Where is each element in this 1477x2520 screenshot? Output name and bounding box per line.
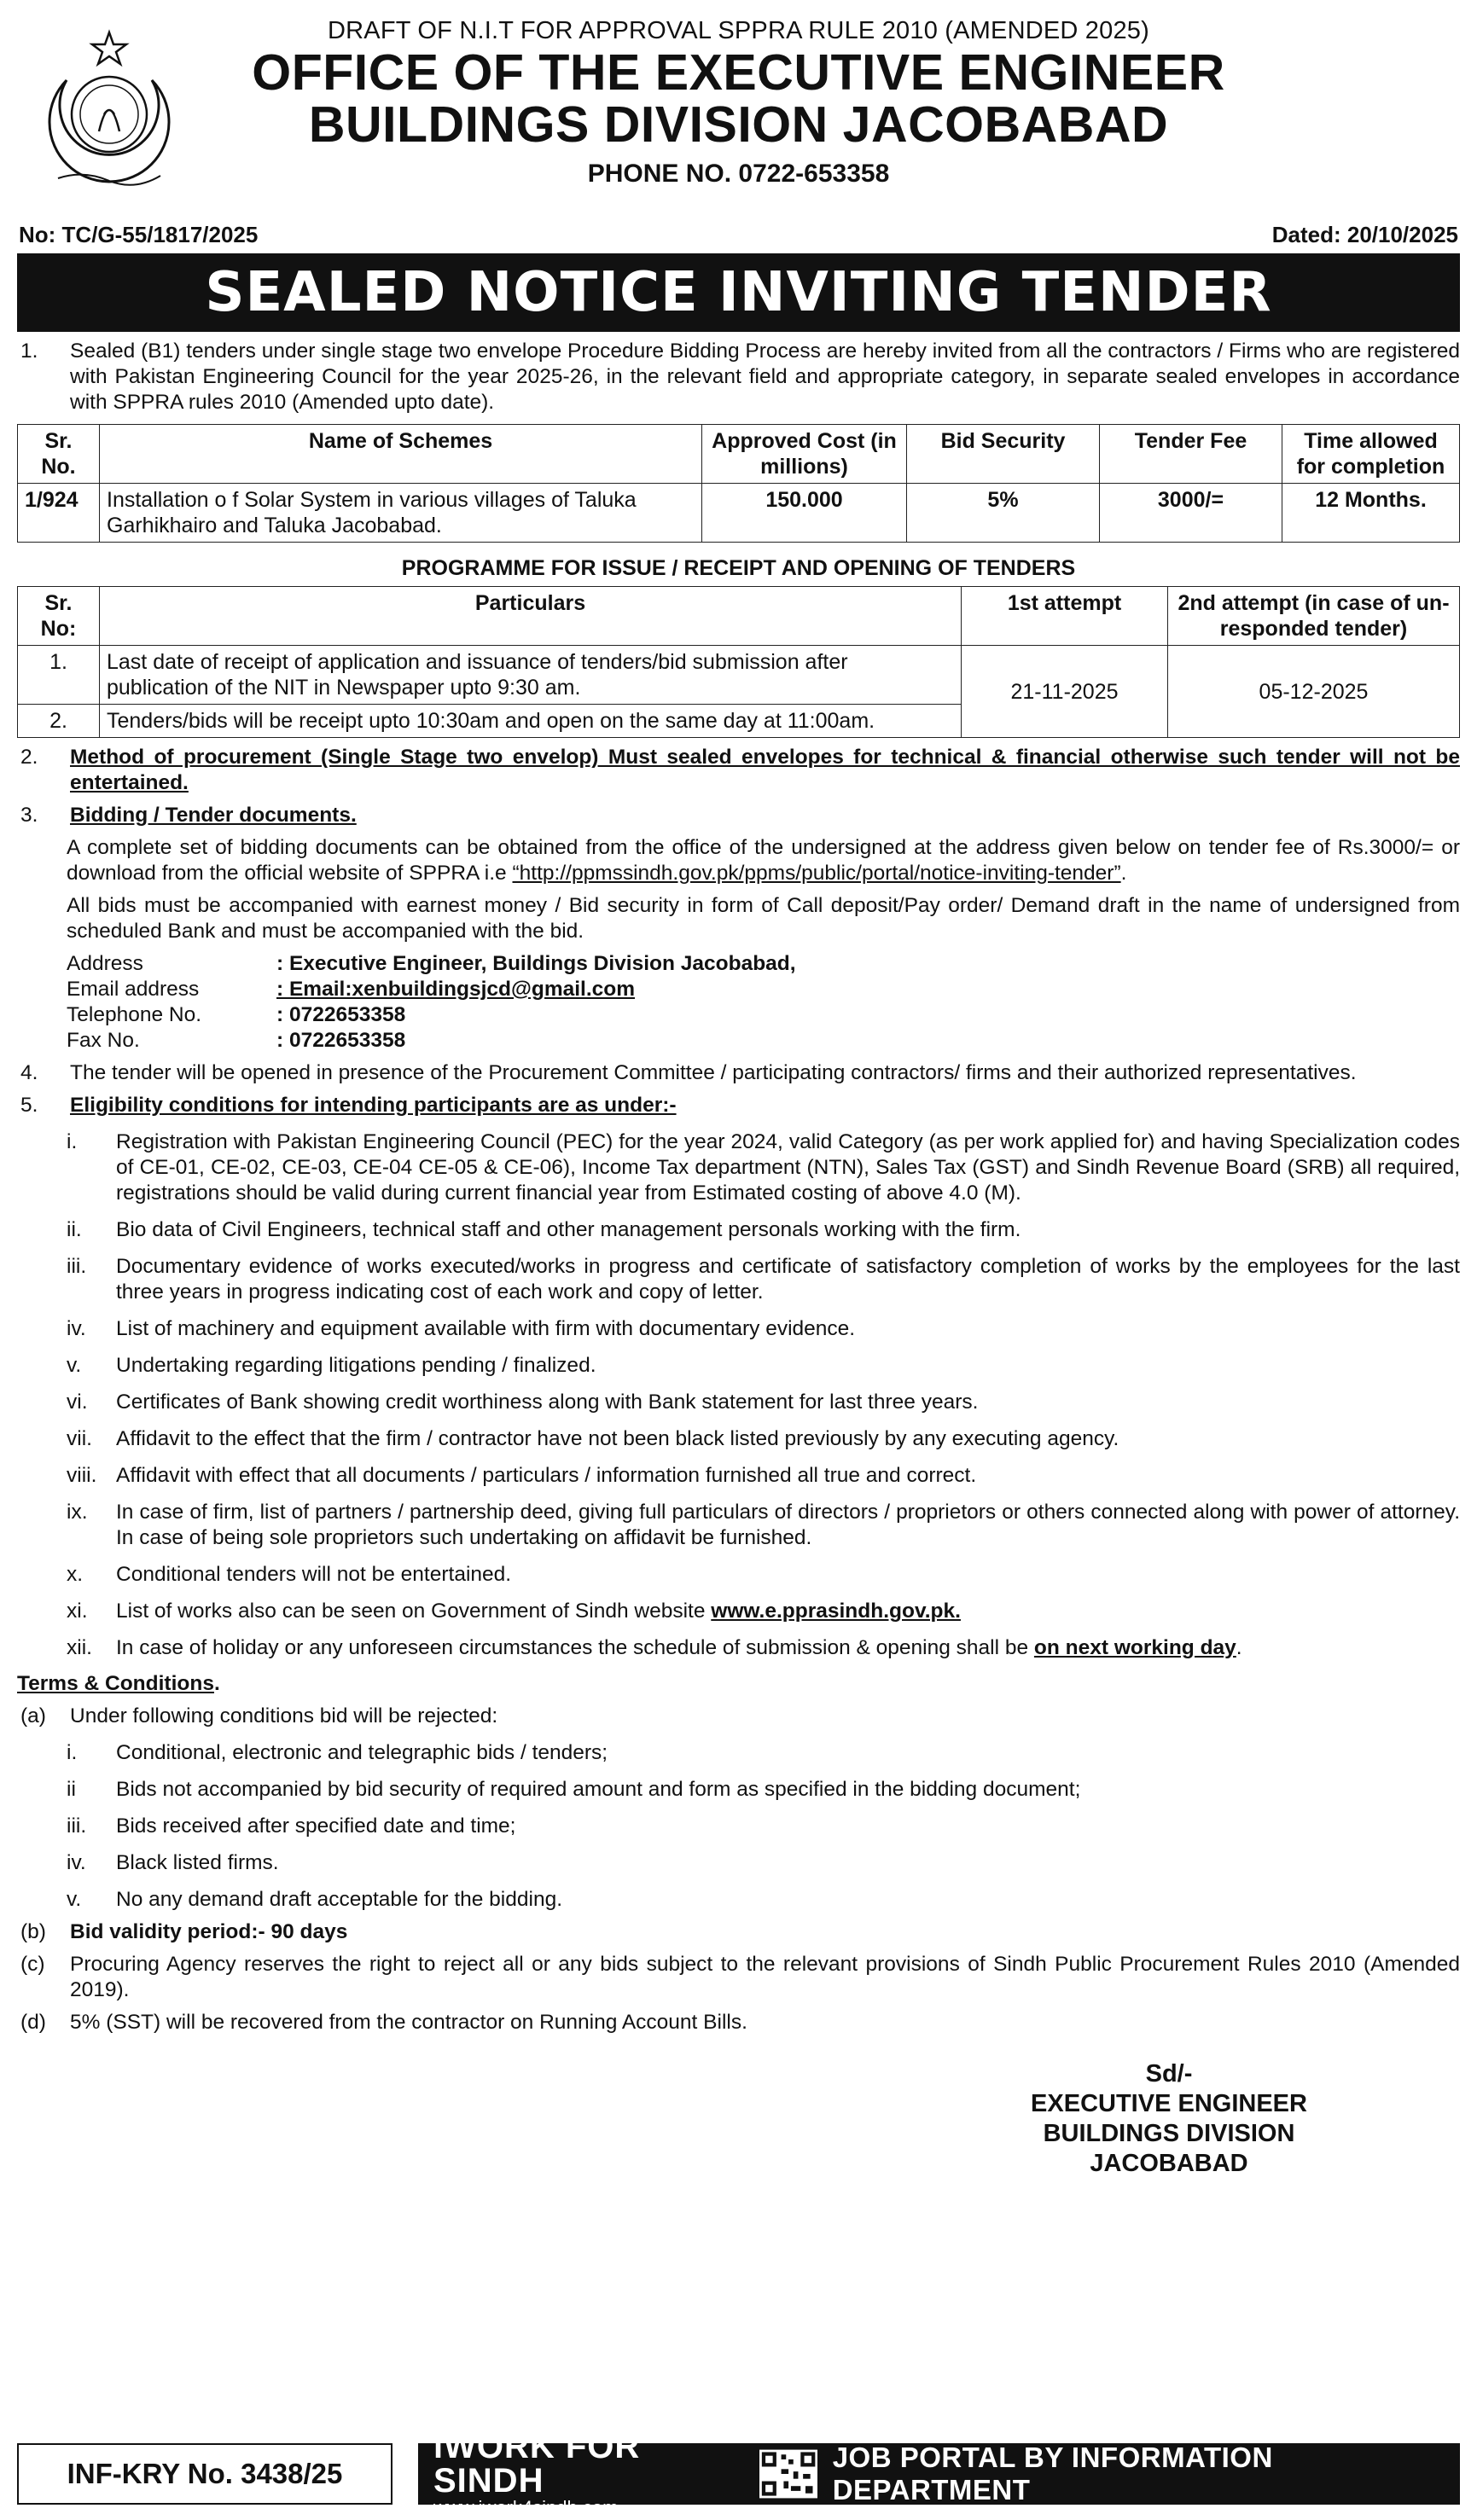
term-text: Bid validity period:- 90 days bbox=[70, 1920, 348, 1943]
table-header-row bbox=[18, 587, 1460, 646]
list-item bbox=[17, 1500, 1460, 1551]
reference-number: No: TC/G-55/1817/2025 bbox=[19, 222, 259, 247]
cell-scheme: Installation o f Solar System in various villages of Taluka Garhikhairo and Taluka Jacobabad. bbox=[100, 484, 702, 543]
item-text: Bids not accompanied by bid security of required amount and form as specified in the bidding document; bbox=[116, 1778, 1081, 1801]
scheme-table bbox=[17, 424, 1460, 543]
col-header: Name of Schemes bbox=[100, 425, 702, 484]
item-text: Affidavit with effect that all documents / particulars / information furnished all true and correct. bbox=[116, 1464, 977, 1487]
col-header: Time allowed for completion bbox=[1282, 425, 1460, 484]
item-text: Affidavit to the effect that the firm / contractor have not been black listed previously by any executing agency. bbox=[116, 1427, 1119, 1450]
item-number: iv. bbox=[67, 1317, 86, 1340]
header bbox=[17, 17, 1460, 205]
paragraph-number: 1. bbox=[20, 340, 38, 363]
item-text: In case of firm, list of partners / partnership deed, giving full particulars of directors / proprietors or others connected along with power of attorney. In case of being sole proprietors such undertaking on affidavit be furnished. bbox=[116, 1501, 1460, 1549]
terms-title: Terms & Conditions bbox=[17, 1672, 214, 1695]
item-text: Conditional tenders will not be entertained. bbox=[116, 1563, 512, 1586]
contact-row bbox=[67, 977, 1460, 1002]
item-number: iii. bbox=[67, 1255, 87, 1278]
signature-line: EXECUTIVE ENGINEER bbox=[1031, 2090, 1307, 2117]
term-text: 5% (SST) will be recovered from the contractor on Running Account Bills. bbox=[70, 2011, 747, 2034]
item-number: i. bbox=[67, 1741, 78, 1764]
paragraph-text: Method of procurement (Single Stage two envelop) Must sealed envelopes for technical & financial otherwise such tender will not be entertained. bbox=[70, 746, 1460, 794]
paragraph-text: Sealed (B1) tenders under single stage two envelope Procedure Bidding Process are hereby invited from all the contractors / Firms who are registered with Pakistan Engineering Council for the year 2025-26, in the relevant field and appropriate category, in separate sealed envelopes in accordance with SPPRA rules 2010 (Amended upto date). bbox=[70, 340, 1460, 414]
col-header: Bid Security bbox=[907, 425, 1100, 484]
term-b bbox=[17, 1919, 1460, 1945]
cell-time-allowed: 12 Months. bbox=[1282, 484, 1460, 543]
section-title: Eligibility conditions for intending participants are as under:- bbox=[70, 1094, 677, 1117]
emphasis-text: on next working day bbox=[1033, 1636, 1236, 1659]
paragraph-1 bbox=[17, 339, 1460, 415]
contact-value: : 0722653358 bbox=[276, 1003, 406, 1026]
item-number: xi. bbox=[67, 1600, 88, 1623]
signature-line: BUILDINGS DIVISION bbox=[1043, 2120, 1295, 2147]
list-item bbox=[17, 1463, 1460, 1489]
term-c bbox=[17, 1952, 1460, 2003]
term-number: (c) bbox=[20, 1953, 45, 1976]
item-number: xii. bbox=[67, 1636, 92, 1659]
section-title: Bidding / Tender documents. bbox=[70, 804, 357, 827]
paragraph-4 bbox=[17, 1060, 1460, 1086]
list-item bbox=[17, 1254, 1460, 1305]
item-text: . bbox=[1236, 1636, 1242, 1659]
list-item bbox=[17, 1850, 1460, 1876]
item-number: v. bbox=[67, 1354, 82, 1377]
term-number: (b) bbox=[20, 1920, 46, 1943]
item-number: ii bbox=[67, 1778, 76, 1801]
list-item bbox=[17, 1390, 1460, 1415]
notice-date: Dated: 20/10/2025 bbox=[1271, 222, 1458, 247]
item-number: vii. bbox=[67, 1427, 92, 1450]
item-text: Bids received after specified date and time; bbox=[116, 1815, 516, 1838]
term-number: (d) bbox=[20, 2011, 46, 2034]
item-number: iii. bbox=[67, 1815, 87, 1838]
item-text: Black listed firms. bbox=[116, 1851, 279, 1874]
sppra-link[interactable]: “http://ppmssindh.gov.pk/ppms/public/portal/notice-inviting-tender” bbox=[512, 862, 1121, 885]
paragraph-5 bbox=[17, 1093, 1460, 1118]
brand-url[interactable]: www.iwork4sindh.com bbox=[433, 2497, 619, 2518]
list-item bbox=[17, 1887, 1460, 1913]
email-link[interactable]: : Email:xenbuildingsjcd@gmail.com bbox=[276, 978, 636, 1001]
item-number: i. bbox=[67, 1130, 78, 1153]
paragraph-2 bbox=[17, 745, 1460, 796]
signature-sd: Sd/- bbox=[1145, 2060, 1193, 2087]
contact-block bbox=[17, 951, 1460, 1054]
eligibility-list bbox=[17, 1129, 1460, 1661]
cell-particulars: Last date of receipt of application and issuance of tenders/bid submission after publication of the NIT in Newspaper upto 9:30 am. bbox=[100, 646, 962, 705]
contact-row bbox=[67, 951, 1460, 977]
signature-line: JACOBABAD bbox=[1090, 2150, 1248, 2177]
term-a bbox=[17, 1704, 1460, 1729]
earnest-money-text: All bids must be accompanied with earnest money / Bid security in form of Call deposit/Pay order/ Demand draft in the name of undersigned from scheduled Bank and must be accompanied with the bid. bbox=[67, 894, 1460, 943]
col-header: Sr. No. bbox=[18, 425, 100, 484]
col-header: Tender Fee bbox=[1100, 425, 1282, 484]
table-header-row bbox=[18, 425, 1460, 484]
list-item bbox=[17, 1777, 1460, 1803]
term-text: Under following conditions bid will be rejected: bbox=[70, 1704, 498, 1727]
reference-line bbox=[17, 222, 1460, 248]
programme-title: PROGRAMME FOR ISSUE / RECEIPT AND OPENING OF TENDERS bbox=[401, 556, 1076, 580]
contact-value: : 0722653358 bbox=[276, 1029, 406, 1052]
iwork-banner bbox=[418, 2428, 1460, 2518]
inf-number: INF-KRY No. 3438/25 bbox=[17, 2443, 393, 2505]
table-row bbox=[18, 484, 1460, 543]
qr-code-icon bbox=[759, 2448, 817, 2500]
list-item bbox=[17, 1316, 1460, 1342]
brand-title: iWORK FOR SINDH bbox=[433, 2428, 641, 2500]
item-text: List of machinery and equipment available with firm with documentary evidence. bbox=[116, 1317, 856, 1340]
item-text: In case of holiday or any unforeseen circumstances the schedule of submission & opening shall be bbox=[116, 1636, 1034, 1659]
table-row bbox=[18, 646, 1460, 705]
contact-label: Fax No. bbox=[67, 1029, 140, 1052]
list-item bbox=[17, 1129, 1460, 1206]
contact-label: Telephone No. bbox=[67, 1003, 202, 1026]
term-d bbox=[17, 2010, 1460, 2035]
col-header: Particulars bbox=[100, 587, 962, 646]
footer-bar bbox=[17, 2428, 1460, 2518]
sindh-government-emblem bbox=[32, 29, 186, 200]
list-item bbox=[17, 1635, 1460, 1661]
paragraph-text: The tender will be opened in presence of the Procurement Committee / participating contractors/ firms and their authorized representatives. bbox=[70, 1061, 1357, 1084]
phone-number: PHONE NO. 0722-653358 bbox=[587, 160, 890, 188]
cell-particulars: Tenders/bids will be receipt upto 10:30am and open on the same day at 11:00am. bbox=[100, 705, 962, 738]
iwork-brand bbox=[433, 2430, 744, 2518]
item-text: Bio data of Civil Engineers, technical staff and other management personals working with the firm. bbox=[116, 1218, 1021, 1241]
cell-second-attempt: 05-12-2025 bbox=[1168, 646, 1460, 738]
term-text: Procuring Agency reserves the right to reject all or any bids subject to the relevant provisions of Sindh Public Procurement Rules 2010 (Amended 2019). bbox=[70, 1953, 1460, 2001]
cell-sr: 1. bbox=[18, 646, 100, 705]
item-text: Undertaking regarding litigations pending / finalized. bbox=[116, 1354, 596, 1377]
item-text: Registration with Pakistan Engineering Council (PEC) for the year 2024, valid Category (as per work applied for) and having Specialization codes of CE-01, CE-02, CE-03, CE-04 CE-05 & CE-06), Income Tax department (NTN), Sales Tax (GST) and Sindh Revenue Board (SRB) all required, registrations should be valid during current financial year from Estimated costing of above 4.0 (M). bbox=[116, 1130, 1460, 1205]
item-text: Conditional, electronic and telegraphic bids / tenders; bbox=[116, 1741, 608, 1764]
cell-tender-fee: 3000/= bbox=[1100, 484, 1282, 543]
item-number: ix. bbox=[67, 1501, 88, 1524]
paragraph-number: 4. bbox=[20, 1061, 38, 1084]
contact-value: : Executive Engineer, Buildings Division Jacobabad, bbox=[276, 952, 796, 975]
cell-sr: 2. bbox=[18, 705, 100, 738]
col-header: 1st attempt bbox=[962, 587, 1168, 646]
list-item bbox=[17, 1353, 1460, 1379]
signature-block bbox=[956, 2059, 1382, 2179]
term-number: (a) bbox=[20, 1704, 46, 1727]
col-header: Approved Cost (in millions) bbox=[702, 425, 907, 484]
col-header: 2nd attempt (in case of un-responded tender) bbox=[1168, 587, 1460, 646]
list-item bbox=[17, 1740, 1460, 1766]
item-text: Certificates of Bank showing credit worthiness along with Bank statement for last three years. bbox=[116, 1391, 979, 1414]
item-text: No any demand draft acceptable for the bidding. bbox=[116, 1888, 563, 1911]
list-item bbox=[17, 1426, 1460, 1452]
paragraph-number: 3. bbox=[20, 804, 38, 827]
list-item bbox=[17, 1814, 1460, 1839]
notice-banner: SEALED NOTICE INVITING TENDER bbox=[17, 253, 1460, 332]
terms-heading: Terms & Conditions. bbox=[17, 1672, 220, 1695]
contact-row bbox=[67, 1002, 1460, 1028]
text: . bbox=[1120, 862, 1127, 885]
paragraph-number: 2. bbox=[20, 746, 38, 769]
website-link[interactable]: www.e.pprasindh.gov.pk. bbox=[711, 1600, 961, 1623]
contact-label: Address bbox=[67, 952, 143, 975]
list-item bbox=[17, 1217, 1460, 1243]
item-number: iv. bbox=[67, 1851, 86, 1874]
paragraph-3 bbox=[17, 803, 1460, 828]
item-number: x. bbox=[67, 1563, 84, 1586]
contact-label: Email address bbox=[67, 978, 200, 1001]
bidding-docs-text bbox=[17, 835, 1460, 886]
text: A complete set of bidding documents can be obtained from the office of the undersigned at the address given below on tender fee of Rs.3000/= or download from the official website of SPPRA i.e bbox=[67, 836, 1460, 885]
item-number: ii. bbox=[67, 1218, 82, 1241]
contact-row bbox=[67, 1028, 1460, 1054]
item-text: List of works also can be seen on Government of Sindh website bbox=[116, 1600, 712, 1623]
division-title: BUILDINGS DIVISION JACOBABAD bbox=[308, 96, 1169, 153]
paragraph-number: 5. bbox=[20, 1094, 38, 1117]
office-title: OFFICE OF THE EXECUTIVE ENGINEER bbox=[252, 44, 1225, 101]
item-text: Documentary evidence of works executed/works in progress and certificate of satisfactory completion of works by the employees for the last three years in progress indicating cost of each work and copy of letter. bbox=[116, 1255, 1460, 1304]
col-header: Sr. No: bbox=[18, 587, 100, 646]
cell-first-attempt: 21-11-2025 bbox=[962, 646, 1168, 738]
list-item bbox=[17, 1599, 1460, 1624]
item-number: v. bbox=[67, 1888, 82, 1911]
item-number: vi. bbox=[67, 1391, 88, 1414]
draft-line: DRAFT OF N.I.T FOR APPROVAL SPPRA RULE 2010 (AMENDED 2025) bbox=[328, 17, 1149, 44]
item-number: viii. bbox=[67, 1464, 97, 1487]
cell-bid-security: 5% bbox=[907, 484, 1100, 543]
cell-sr: 1/924 bbox=[18, 484, 100, 543]
cell-cost: 150.000 bbox=[702, 484, 907, 543]
programme-table bbox=[17, 586, 1460, 738]
job-portal-text: JOB PORTAL BY INFORMATION DEPARTMENT bbox=[832, 2442, 1273, 2505]
list-item bbox=[17, 1562, 1460, 1588]
